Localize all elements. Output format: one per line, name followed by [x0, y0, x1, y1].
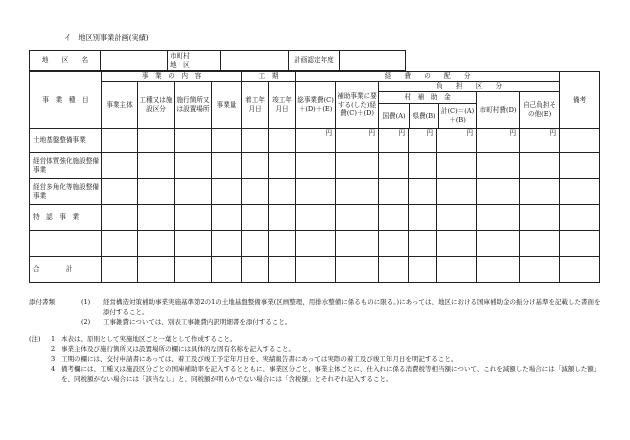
cell[interactable] — [437, 153, 477, 179]
cell[interactable] — [477, 205, 520, 231]
yen-unit: 円 — [379, 129, 409, 153]
cell[interactable] — [175, 205, 212, 231]
cell[interactable] — [560, 231, 600, 257]
municipality-district-value[interactable] — [221, 51, 289, 71]
completion-date-header: 竣工年月日 — [269, 82, 296, 129]
cell[interactable] — [336, 231, 379, 257]
cell[interactable] — [212, 129, 242, 153]
cell[interactable] — [175, 257, 212, 283]
project-content-header: 事 業 の 内 容 — [102, 72, 242, 82]
cell[interactable] — [175, 231, 212, 257]
cell[interactable] — [409, 205, 437, 231]
cell[interactable] — [437, 231, 477, 257]
row-label — [30, 231, 102, 257]
table-row — [30, 205, 600, 231]
cell[interactable] — [212, 205, 242, 231]
cell[interactable] — [409, 257, 437, 283]
cell[interactable] — [477, 153, 520, 179]
cell[interactable] — [138, 205, 175, 231]
cell[interactable] — [102, 257, 138, 283]
area-name-value[interactable] — [101, 51, 168, 71]
cell[interactable] — [296, 153, 336, 179]
work-type-header: 工種又は施設区分 — [138, 82, 175, 129]
cell[interactable] — [269, 153, 296, 179]
cell[interactable] — [560, 205, 600, 231]
total-cost-header: 総事業費(C)＋(D)＋(E) — [296, 82, 336, 129]
row-label: 土地基盤整備事業 — [30, 129, 102, 153]
cell[interactable] — [175, 129, 212, 153]
cell[interactable] — [437, 179, 477, 205]
table-row — [30, 129, 600, 153]
cell[interactable] — [242, 257, 269, 283]
cell[interactable] — [296, 205, 336, 231]
cell[interactable] — [212, 153, 242, 179]
attachments-section — [29, 297, 607, 327]
cell[interactable] — [175, 153, 212, 179]
cell[interactable] — [477, 231, 520, 257]
cell[interactable] — [269, 129, 296, 153]
cell[interactable] — [379, 205, 409, 231]
row-label: 特 認 事 業 — [30, 205, 102, 231]
subsidy-cost-header: 補助事業に要する(した)経費(C)＋(D) — [336, 82, 379, 129]
village-subsidy-header: 村 補 助 金 国費(A) 県費(B) 計(C)＝(A)＋(B) — [379, 92, 477, 129]
cell[interactable] — [102, 205, 138, 231]
cell[interactable] — [520, 257, 560, 283]
cell[interactable] — [138, 257, 175, 283]
cell[interactable] — [102, 179, 138, 205]
yen-unit: 円 — [336, 129, 379, 153]
cell[interactable] — [409, 153, 437, 179]
table-row — [30, 231, 600, 257]
national-fund-header: 国費(A) — [379, 104, 410, 128]
cell[interactable] — [175, 179, 212, 205]
cost-allocation-header: 経 費 の 配 分 — [296, 72, 560, 82]
note-item: 2 事業主体及び施行箇所又は設置場所の欄には具体的な固有名称を記入すること。 — [51, 345, 295, 354]
cell[interactable] — [477, 179, 520, 205]
cell[interactable] — [560, 153, 600, 179]
row-label: 合 計 — [30, 257, 102, 283]
cell[interactable] — [138, 179, 175, 205]
cell[interactable] — [379, 179, 409, 205]
table-row — [30, 179, 600, 205]
prefectural-fund-header: 県費(B) — [410, 104, 439, 128]
note-item: 4 備考欄には、工種又は施設区分ごとの国庫補助率を記入するとともに、事業区分ごと、事業主体ごとに、仕入れに係る消費税等相当額について、これを減額した場合には「減額した額」を、同税額がない場合には「該当なし」と、同税額が明らかでない場合には「含税額」とそれぞれ記入すること。 — [51, 365, 601, 384]
cell[interactable] — [520, 231, 560, 257]
cell[interactable] — [437, 257, 477, 283]
cell[interactable] — [212, 257, 242, 283]
notes-section — [29, 334, 607, 384]
site-header: 施行箇所又は設置場所 — [175, 82, 212, 129]
cell[interactable] — [520, 153, 560, 179]
row-label: 経営体質強化施設整備事業 — [30, 153, 102, 179]
approval-year-value[interactable] — [340, 51, 406, 71]
self-burden-header: 自己負担その他(E) — [520, 92, 560, 129]
start-date-header: 着工年月日 — [242, 82, 269, 129]
cell[interactable] — [336, 179, 379, 205]
row-label: 経営多角化等施設整備事業 — [30, 179, 102, 205]
cell[interactable] — [102, 231, 138, 257]
yen-unit: 円 — [296, 129, 336, 153]
area-header-table — [29, 50, 406, 71]
cell[interactable] — [409, 231, 437, 257]
cell[interactable] — [138, 129, 175, 153]
yen-unit: 円 — [409, 129, 437, 153]
approval-year-label: 計画認定年度 — [289, 51, 340, 71]
municipality-district-label: 市町村 地 区 — [168, 51, 221, 71]
cell[interactable] — [242, 179, 269, 205]
cell[interactable] — [477, 257, 520, 283]
cell[interactable] — [242, 153, 269, 179]
cell[interactable] — [242, 231, 269, 257]
burden-header: 負 担 区 分 — [379, 82, 560, 92]
note-item: (注) 1 本表は、原則として実施地区ごと一葉として作成すること。 — [29, 335, 237, 343]
yen-unit: 円 — [437, 129, 477, 153]
cell[interactable] — [560, 129, 600, 153]
cell[interactable] — [138, 231, 175, 257]
cell[interactable] — [520, 205, 560, 231]
cell[interactable] — [409, 179, 437, 205]
cell[interactable] — [242, 129, 269, 153]
cell[interactable] — [379, 231, 409, 257]
cell[interactable] — [296, 231, 336, 257]
quantity-header: 事業量 — [212, 82, 242, 129]
cell[interactable] — [379, 153, 409, 179]
cell[interactable] — [560, 257, 600, 283]
subtotal-header: 計(C)＝(A)＋(B) — [440, 107, 475, 124]
cell[interactable] — [336, 153, 379, 179]
operator-header: 事業主体 — [102, 82, 138, 129]
cell[interactable] — [102, 129, 138, 153]
cell[interactable] — [269, 205, 296, 231]
attachment-item: (2) 工事雑費については、別表工事雑費内訳明細書を添付すること。 — [81, 318, 292, 327]
cell[interactable] — [242, 205, 269, 231]
cell[interactable] — [336, 205, 379, 231]
cell[interactable] — [296, 257, 336, 283]
table-row — [30, 153, 600, 179]
cell[interactable] — [138, 153, 175, 179]
remarks-header: 備考 — [560, 72, 600, 129]
note-item: 3 工期の欄には、交付申請書にあっては、着工及び竣工予定年月日を、実績報告書にあっては実際の着工及び竣工年月日を明記すること。 — [51, 355, 458, 364]
yen-unit: 円 — [520, 129, 560, 153]
cell[interactable] — [269, 257, 296, 283]
cell[interactable] — [102, 153, 138, 179]
attachment-item: 添付書類 (1) 経営構造対策補助事業実施基準第2の1の土地基盤整備事業(区画整理、用排水整備に係るものに限る。)にあっては、地区における国庫補助金の振分け基準を記載した書面を添付すること。 — [29, 298, 601, 317]
cell[interactable] — [269, 231, 296, 257]
project-plan-table — [29, 71, 600, 283]
cell[interactable] — [336, 257, 379, 283]
cell[interactable] — [212, 231, 242, 257]
cell[interactable] — [269, 179, 296, 205]
table-row-total — [30, 257, 600, 283]
construction-period-header: 工 期 — [242, 72, 296, 82]
cell[interactable] — [296, 179, 336, 205]
cell[interactable] — [560, 179, 600, 205]
cell[interactable] — [212, 179, 242, 205]
yen-unit: 円 — [477, 129, 520, 153]
cell[interactable] — [437, 205, 477, 231]
municipal-fund-header: 市町村費(D) — [477, 92, 520, 129]
project-type-header: 事 業 種 目 — [30, 72, 102, 129]
form-heading: イ 地区別事業計画(実績) — [64, 33, 149, 42]
area-name-label: 地 区 名 — [30, 51, 101, 71]
cell[interactable] — [379, 257, 409, 283]
cell[interactable] — [520, 179, 560, 205]
